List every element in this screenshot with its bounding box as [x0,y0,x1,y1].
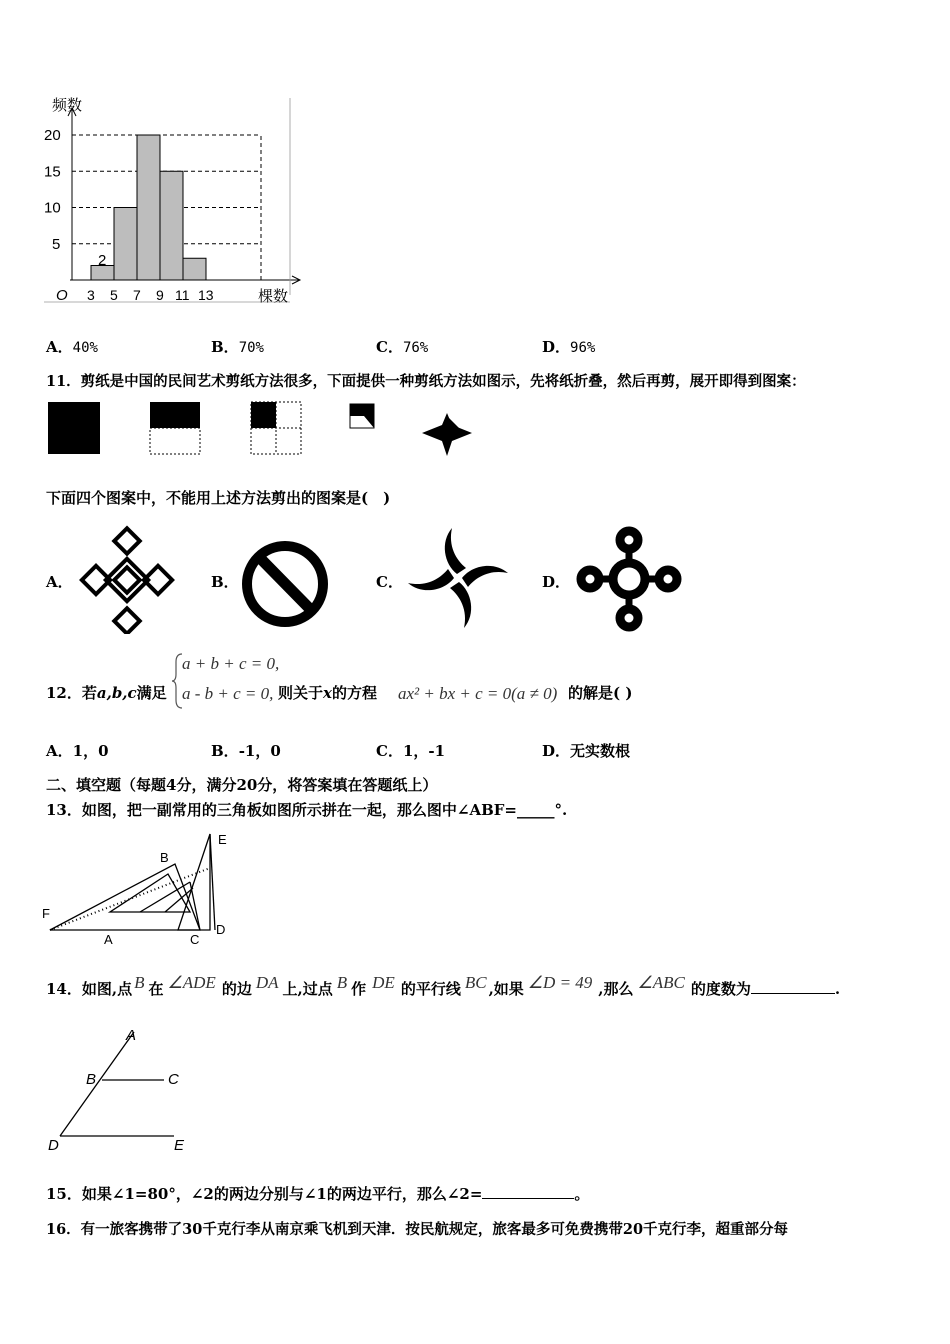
q12-equation-1: a + b + c = 0, [182,654,280,673]
q11-option-c-pattern[interactable] [404,524,514,632]
q11-option-c-label[interactable]: C． [376,573,403,591]
q10-option-d[interactable]: D．96% [542,338,596,356]
q11-stem: 11．剪纸是中国的民间艺术剪纸方法很多，下面提供一种剪纸方法如图示，先将纸折叠，然后再剪，展开即得到图案： [46,373,806,390]
x-tick-label: 11 [175,287,190,303]
q13-triangle-figure [40,826,240,950]
y-tick-label: 5 [52,235,61,253]
q11-option-a-pattern[interactable] [78,522,178,634]
label-c: C [168,1071,179,1088]
label-e: E [174,1137,185,1154]
label-d: D [216,922,226,937]
q12-quadratic: ax² + bx + c = 0(a ≠ 0) [398,684,558,703]
q11-option-b-label[interactable]: B． [211,573,239,591]
label-b: B [86,1071,97,1088]
q15-stem: 15．如果∠1=80°，∠2的两边分别与∠1的两边平行，那么∠2= 。 [46,1185,590,1203]
q15-answer-blank[interactable] [482,1184,574,1199]
x-axis-label: 棵数 [258,288,289,305]
histogram-bar-9-11 [160,171,183,280]
q10-option-c[interactable]: C．76% [376,338,429,356]
label-a: A [126,1027,137,1044]
q12-middle: 则关于x的方程 [278,684,377,702]
q10-option-a[interactable]: A．40% [46,338,98,356]
q11-prompt: 下面四个图案中，不能用上述方法剪出的图案是( ) [46,489,391,507]
bar-data-label: 2 [98,252,107,269]
label-d: D [48,1137,59,1154]
origin-label: O [56,287,68,304]
paper-folding-steps [44,396,484,462]
x-tick-label: 9 [156,287,164,303]
q14-answer-blank[interactable] [751,979,835,994]
q12-suffix: 的解是( ) [568,684,633,702]
q12-option-b[interactable]: B．-1，0 [211,742,281,760]
q10-option-b[interactable]: B．70% [211,338,264,356]
label-b: B [160,850,169,865]
x-tick-label: 3 [87,287,95,303]
x-tick-label: 5 [110,287,118,303]
q12-option-c[interactable]: C．1，-1 [376,742,446,760]
q11-option-a-label[interactable]: A． [46,573,73,591]
q12-prefix: 12．若a,b,c满足 [46,684,167,702]
q11-option-b-pattern[interactable] [236,536,336,632]
y-tick-label: 15 [44,163,61,181]
y-axis-label: 频数 [52,97,83,114]
q13-stem: 13．如图，把一副常用的三角板如图所示拼在一起，那么图中∠ABF=_____°. [46,801,568,819]
q11-option-d-pattern[interactable] [574,524,686,634]
q14-parallel-figure [40,1022,200,1154]
y-tick-label: 20 [44,127,61,144]
fold-step-2-bottom [150,428,200,454]
q16-stem: 16．有一旅客携带了30千克行李从南京乘飞机到天津．按民航规定，旅客最多可免费携带20千克行李，超重部分每 [46,1221,789,1238]
q12-option-a[interactable]: A．1，0 [46,742,109,760]
y-tick-label: 10 [44,199,61,217]
q14-stem: 14．如图,点 B 在 ∠ADE 的边 DA 上,过点 B 作 DE 的平行线 BC ,如果 ∠D = 49 ,那么 ∠ABC 的度数为 . [46,973,841,998]
q11-option-d-label[interactable]: D． [542,573,571,591]
label-e: E [218,832,227,847]
frequency-histogram [30,90,310,315]
label-c: C [190,932,200,947]
fold-step-3-black [251,402,276,428]
section-2-heading: 二、填空题（每题4分，满分20分，将答案填在答题纸上） [46,776,438,794]
histogram-bar-5-7 [114,208,137,281]
fold-step-2-top [150,402,200,428]
x-tick-label: 13 [198,287,214,303]
q12-option-d[interactable]: D．无实数根 [542,742,631,760]
q12-equation-2: a - b + c = 0, [182,684,274,703]
histogram-bar-7-9 [137,135,160,280]
label-a: A [104,932,113,947]
label-f: F [42,906,50,921]
histogram-bar-11-13 [183,258,206,280]
fold-step-1-square [48,402,100,454]
x-tick-label: 7 [133,287,141,303]
